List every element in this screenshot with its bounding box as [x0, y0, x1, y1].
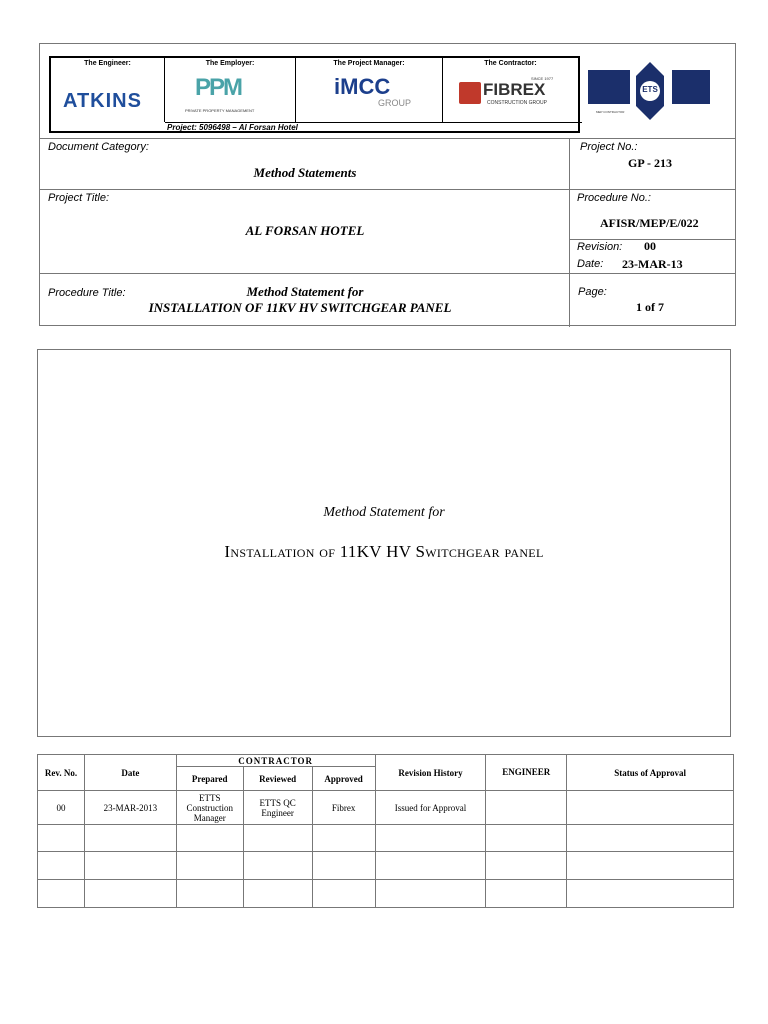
cell-status: [567, 791, 734, 825]
revision-label: Revision:: [577, 241, 623, 253]
page-label: Page:: [578, 286, 607, 298]
ets-logo: [586, 58, 714, 124]
cell-engineer: [486, 825, 567, 852]
page-value: 1 of 7: [636, 300, 664, 314]
cell-approved: [312, 825, 375, 852]
contractor-cell: [443, 58, 578, 122]
cell-date: [84, 852, 176, 880]
imcc-logo: iMCC: [334, 74, 391, 99]
document-category: Method Statements: [253, 165, 357, 180]
cell-engineer: [486, 852, 567, 880]
cell-revision-history: [375, 825, 486, 852]
cell-prepared: ETTS Construction Manager: [176, 791, 243, 825]
ppm-subtitle: PRIVATE PROPERTY MANAGEMENT: [185, 108, 255, 113]
fibrex-subtitle: CONSTRUCTION GROUP: [487, 100, 547, 106]
cell-status: [567, 880, 734, 908]
engineer-header: ENGINEER: [486, 755, 567, 791]
contractor-caption: The Contractor:: [484, 60, 537, 67]
cell-reviewed: [243, 880, 312, 908]
procedure-title-label: Procedure Title:: [48, 287, 126, 299]
table-row: [38, 852, 734, 880]
project-no-label: Project No.:: [580, 141, 638, 153]
project-no: GP - 213: [628, 156, 672, 170]
cell-rev-no: [38, 825, 85, 852]
fibrex-logo: FIBREX: [483, 80, 546, 99]
divider: [40, 138, 735, 139]
rev-no-header: Rev. No.: [38, 755, 85, 791]
reviewed-header: Reviewed: [243, 767, 312, 791]
title-subtitle: Method Statement for: [323, 505, 445, 520]
fibrex-since: SINCE 1977: [531, 76, 554, 81]
cell-approved: Fibrex: [312, 791, 375, 825]
imcc-subtitle: GROUP: [378, 98, 412, 108]
cell-reviewed: ETTS QC Engineer: [243, 791, 312, 825]
cell-reviewed: [243, 852, 312, 880]
table-row: [38, 791, 734, 825]
divider: [40, 273, 735, 274]
status-header: Status of Approval: [567, 755, 734, 791]
date-label: Date:: [577, 258, 604, 270]
date-header: Date: [84, 755, 176, 791]
date-value: 23-MAR-13: [622, 257, 683, 271]
title-box: [37, 349, 731, 737]
engineer-caption: The Engineer:: [84, 60, 131, 67]
cell-prepared: [176, 852, 243, 880]
cell-status: [567, 825, 734, 852]
cell-reviewed: [243, 825, 312, 852]
contractor-header: CONTRACTOR: [176, 755, 375, 767]
engineer-cell: [51, 58, 165, 122]
document-header: [39, 43, 736, 326]
cell-date: [84, 825, 176, 852]
cell-rev-no: [38, 880, 85, 908]
revision-value: 00: [644, 239, 656, 253]
cell-revision-history: [375, 880, 486, 908]
approved-header: Approved: [312, 767, 375, 791]
cell-engineer: [486, 880, 567, 908]
procedure-title-line1: Method Statement for: [246, 284, 364, 299]
prepared-header: Prepared: [176, 767, 243, 791]
cell-date: [84, 880, 176, 908]
divider: [40, 189, 735, 190]
procedure-title-line2: INSTALLATION OF 11KV HV SWITCHGEAR PANEL: [148, 300, 452, 315]
cell-approved: [312, 880, 375, 908]
cell-status: [567, 852, 734, 880]
cell-engineer: [486, 791, 567, 825]
employer-caption: The Employer:: [205, 60, 255, 67]
logo-strip: [49, 56, 580, 133]
revision-history-header: Revision History: [375, 755, 486, 791]
divider: [569, 138, 570, 327]
pm-cell: [296, 58, 443, 122]
document-title: Installation of 11KV HV Switchgear panel: [224, 542, 544, 561]
revision-table: [37, 754, 734, 908]
ppm-logo: PPM: [195, 74, 242, 101]
procedure-no: AFISR/MEP/E/022: [600, 216, 699, 230]
pm-caption: The Project Manager:: [333, 60, 405, 67]
employer-cell: [165, 58, 296, 122]
ets-logo-text: ETS: [642, 85, 658, 94]
project-title: AL FORSAN HOTEL: [245, 223, 365, 238]
table-row: [38, 825, 734, 852]
cell-revision-history: Issued for Approval: [375, 791, 486, 825]
cell-prepared: [176, 880, 243, 908]
project-strip: Project: 5096498 – Al Forsan Hotel: [165, 122, 582, 134]
document-category-label: Document Category:: [48, 141, 149, 153]
procedure-no-label: Procedure No.:: [577, 192, 651, 204]
cell-prepared: [176, 825, 243, 852]
cell-approved: [312, 852, 375, 880]
table-row: [38, 880, 734, 908]
cell-date: 23-MAR-2013: [84, 791, 176, 825]
cell-rev-no: [38, 852, 85, 880]
cell-rev-no: 00: [38, 791, 85, 825]
ets-subtitle: MEP CONTRACTOR: [596, 110, 625, 114]
project-title-label: Project Title:: [48, 192, 110, 204]
cell-revision-history: [375, 852, 486, 880]
atkins-logo: ATKINS: [63, 90, 142, 112]
fibrex-mark-icon: [459, 82, 481, 104]
